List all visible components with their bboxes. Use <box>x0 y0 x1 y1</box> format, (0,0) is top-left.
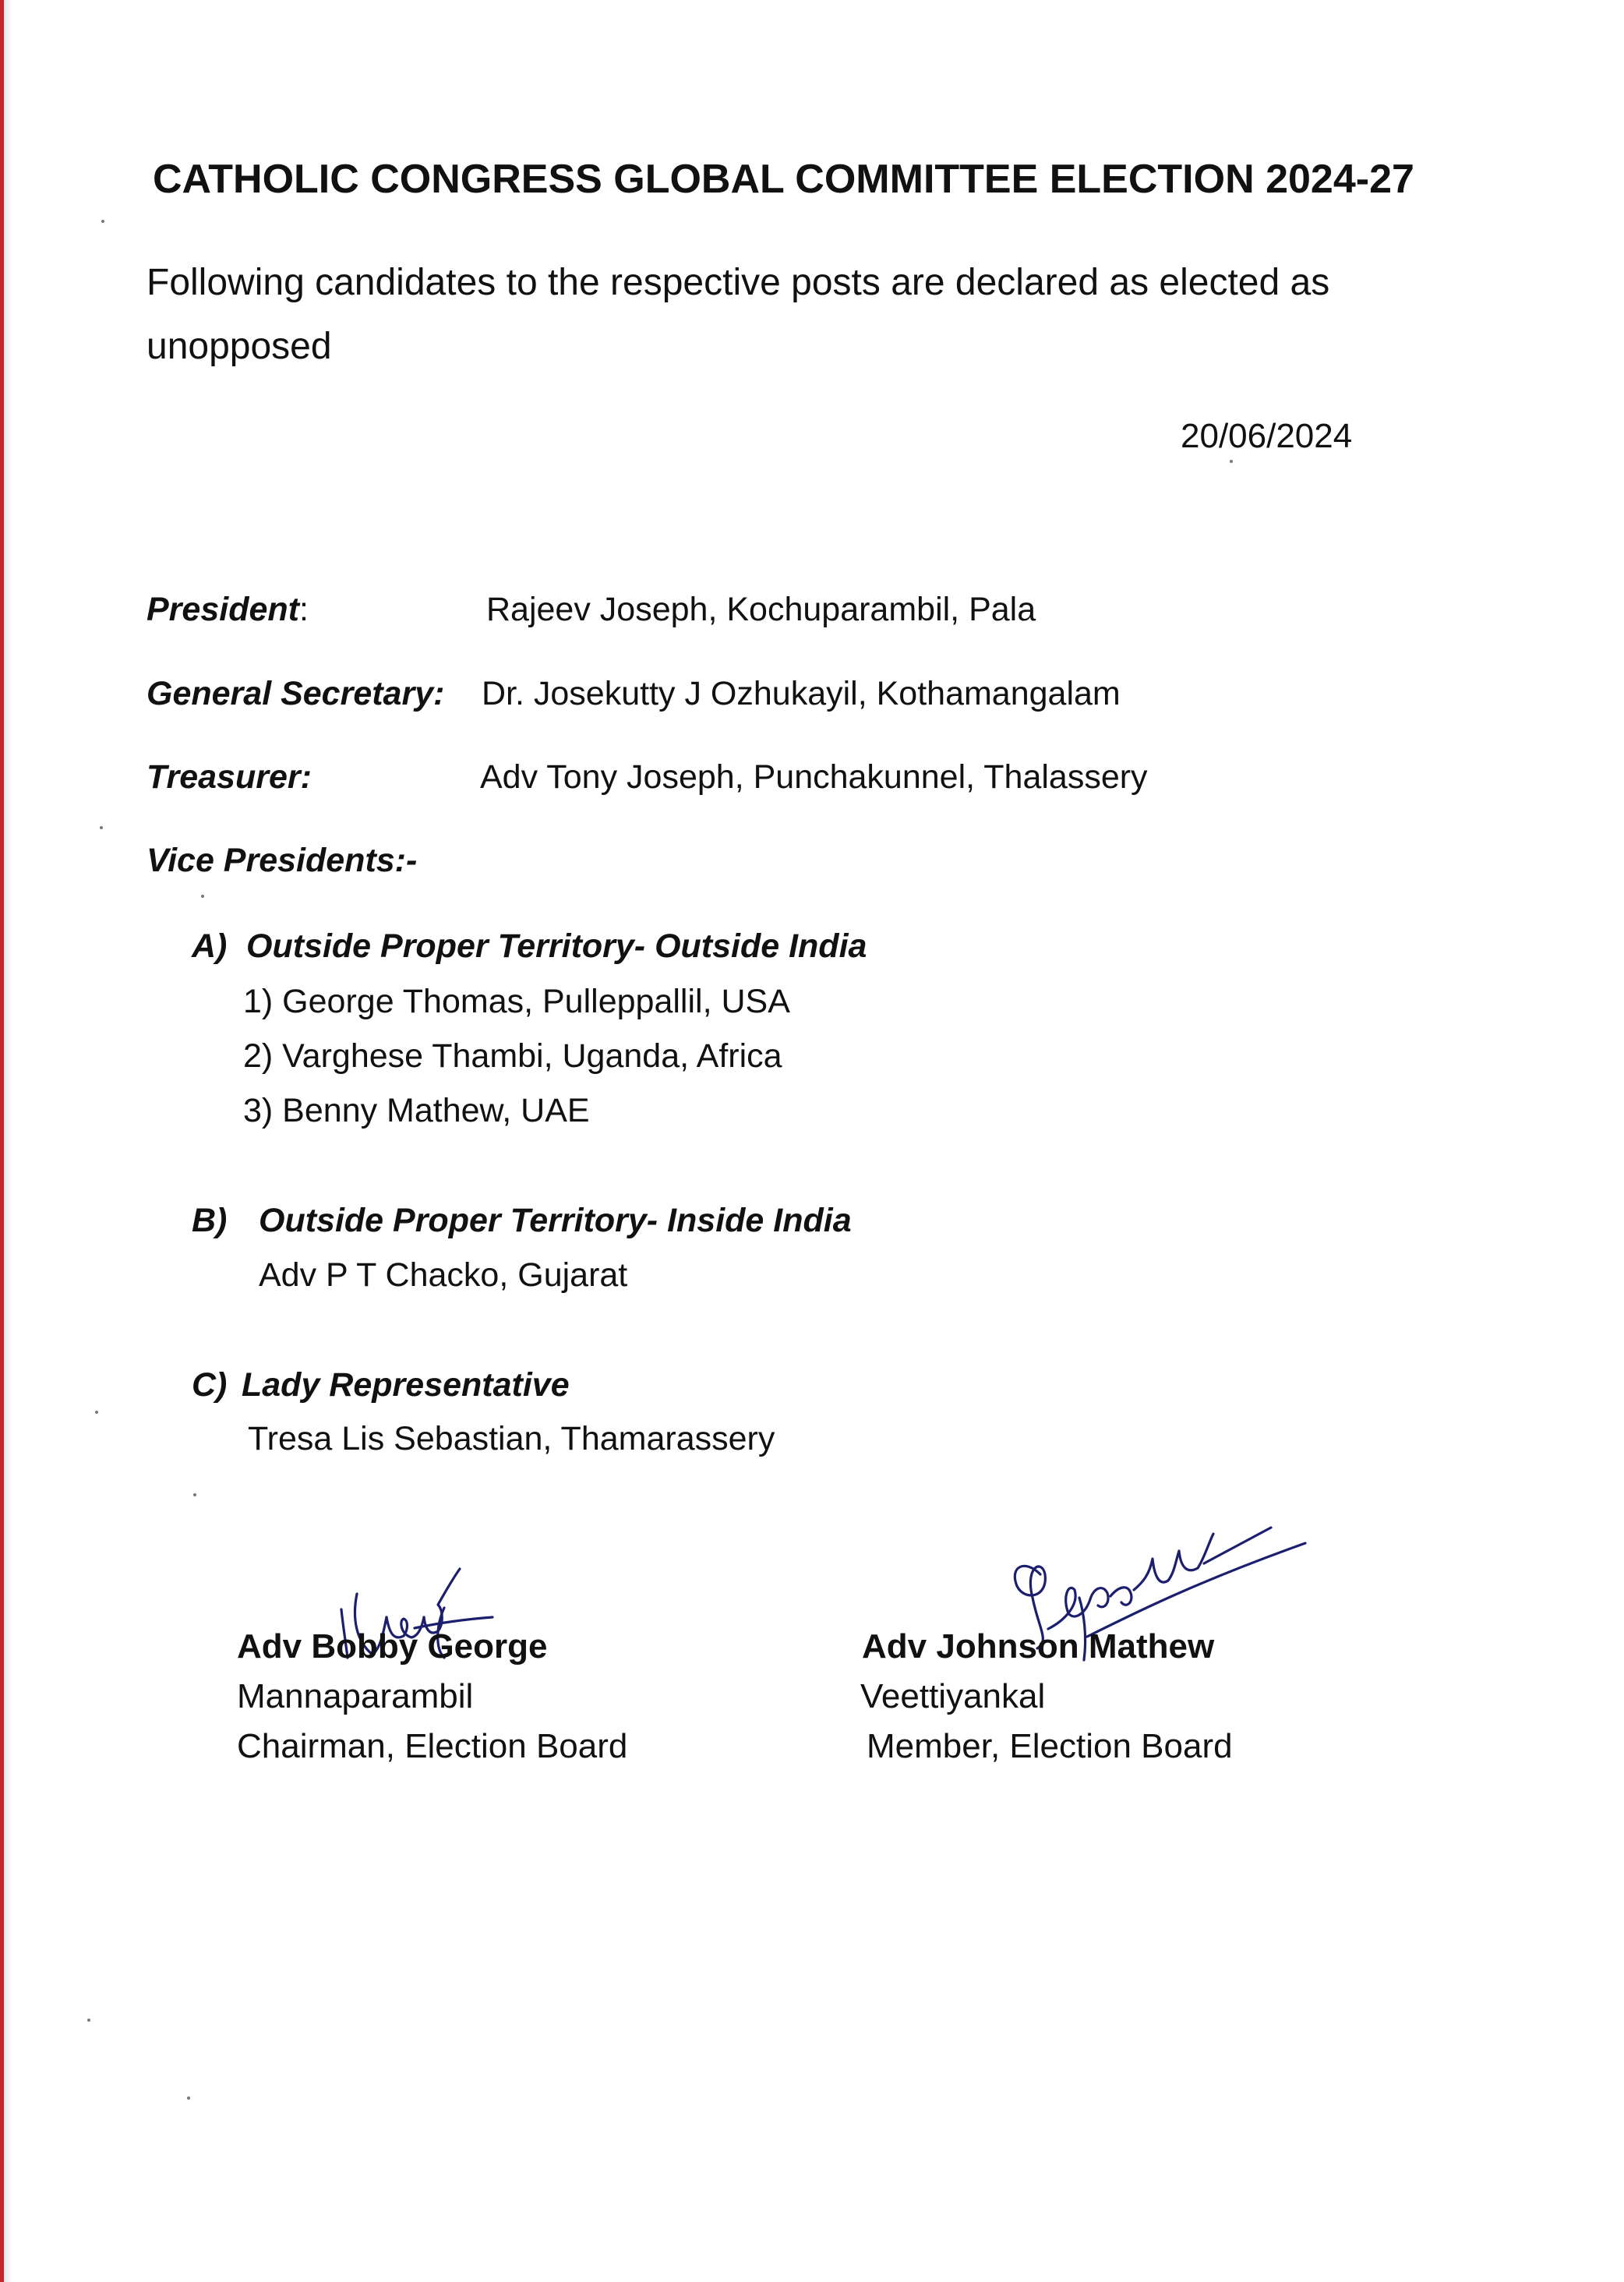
document-title: CATHOLIC CONGRESS GLOBAL COMMITTEE ELECTION 2024-27 <box>153 157 1414 202</box>
group-c-title: Lady Representative <box>242 1366 570 1404</box>
group-a-member-3: 3) Benny Mathew, UAE <box>243 1092 590 1129</box>
scan-speck <box>101 220 104 223</box>
group-a-member-1: 1) George Thomas, Pulleppallil, USA <box>243 983 790 1020</box>
post-label-general-secretary: General Secretary: <box>147 675 445 712</box>
signatory-1-place: Mannaparambil <box>237 1677 474 1715</box>
document-date: 20/06/2024 <box>1181 417 1353 455</box>
group-c-letter: C) <box>192 1366 228 1404</box>
group-a-member-2: 2) Varghese Thambi, Uganda, Africa <box>243 1037 782 1075</box>
scan-speck <box>187 2097 190 2100</box>
group-b-letter: B) <box>192 1202 228 1239</box>
scan-speck <box>1230 460 1233 463</box>
group-a-heading <box>192 927 867 966</box>
group-c-heading <box>192 1366 570 1404</box>
scan-speck <box>87 2019 90 2022</box>
scan-speck <box>201 895 204 898</box>
group-a-title: Outside Proper Territory- Outside India <box>246 927 867 965</box>
scan-speck <box>193 1493 196 1496</box>
post-name-president: Rajeev Joseph, Kochuparambil, Pala <box>486 591 1036 628</box>
post-name-treasurer: Adv Tony Joseph, Punchakunnel, Thalassery <box>480 758 1148 796</box>
group-a-letter: A) <box>192 927 228 965</box>
scan-speck <box>95 1411 98 1414</box>
signatory-2-name: Adv Johnson Mathew <box>862 1627 1215 1666</box>
post-label-treasurer: Treasurer: <box>147 758 312 796</box>
intro-paragraph: Following candidates to the respective posts are declared as elected as unopposed <box>147 262 1330 367</box>
vice-presidents-heading: Vice Presidents:- <box>147 842 418 879</box>
signatory-2-title: Member, Election Board <box>867 1727 1233 1765</box>
signatory-1-title: Chairman, Election Board <box>237 1727 628 1765</box>
scan-edge-shadow <box>4 0 12 2282</box>
group-c-member-1: Tresa Lis Sebastian, Thamarassery <box>248 1420 775 1457</box>
signatory-2-place: Veettiyankal <box>860 1677 1046 1715</box>
group-b-title: Outside Proper Territory- Inside India <box>259 1202 852 1239</box>
signatory-1-name: Adv Bobby George <box>237 1627 548 1666</box>
group-b-member-1: Adv P T Chacko, Gujarat <box>259 1256 628 1294</box>
scan-speck <box>100 826 103 829</box>
group-b-heading <box>192 1202 852 1240</box>
post-name-general-secretary: Dr. Josekutty J Ozhukayil, Kothamangalam <box>482 675 1121 712</box>
post-label-president: President: <box>147 591 309 628</box>
